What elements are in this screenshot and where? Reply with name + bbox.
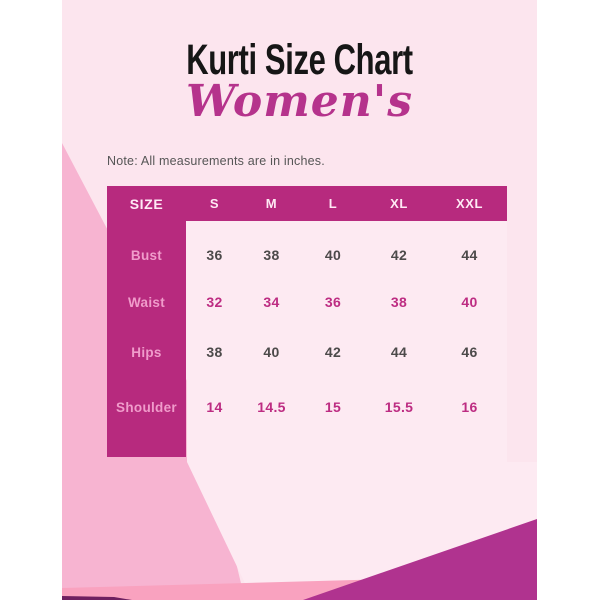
table-row-bust — [107, 228, 507, 282]
row-label-hips: Hips — [131, 344, 162, 360]
measurement-note: Note: All measurements are in inches. — [107, 154, 325, 168]
waist-s: 32 — [206, 294, 223, 310]
bust-l: 40 — [324, 247, 342, 263]
waist-xxl: 40 — [461, 294, 478, 310]
shoulder-s: 14 — [206, 399, 223, 415]
table-row-waist — [107, 275, 507, 329]
waist-xl: 38 — [390, 294, 408, 310]
subtitle-script: Women's — [186, 76, 413, 127]
shoulder-xxl: 16 — [461, 399, 478, 415]
shoulder-xl: 15.5 — [384, 399, 414, 415]
shoulder-l: 15 — [324, 399, 342, 415]
shoulder-m: 14.5 — [257, 399, 286, 415]
header-xxl: XXL — [455, 196, 484, 211]
bust-xl: 42 — [390, 247, 408, 263]
header-l: L — [328, 196, 338, 211]
bust-m: 38 — [263, 247, 280, 263]
header-size: SIZE — [129, 195, 164, 212]
bust-s: 36 — [206, 247, 223, 263]
header-xl: XL — [390, 196, 408, 211]
waist-m: 34 — [263, 294, 280, 310]
row-label-waist: Waist — [127, 294, 165, 310]
page-title: Kurti Size Chart — [186, 36, 413, 84]
table-row-hips — [107, 325, 507, 379]
hips-xl: 44 — [390, 344, 408, 360]
bust-xxl: 44 — [461, 247, 478, 263]
chart-card — [62, 0, 537, 600]
hips-l: 42 — [324, 344, 342, 360]
hips-s: 38 — [206, 344, 223, 360]
row-label-shoulder: Shoulder — [116, 399, 177, 415]
table-row-shoulder — [107, 380, 507, 434]
row-label-bust: Bust — [130, 247, 163, 263]
hips-m: 40 — [263, 344, 280, 360]
table-header-row — [107, 186, 507, 221]
header-s: S — [209, 196, 220, 211]
hips-xxl: 46 — [461, 344, 478, 360]
header-m: M — [265, 196, 278, 211]
waist-l: 36 — [324, 294, 342, 310]
